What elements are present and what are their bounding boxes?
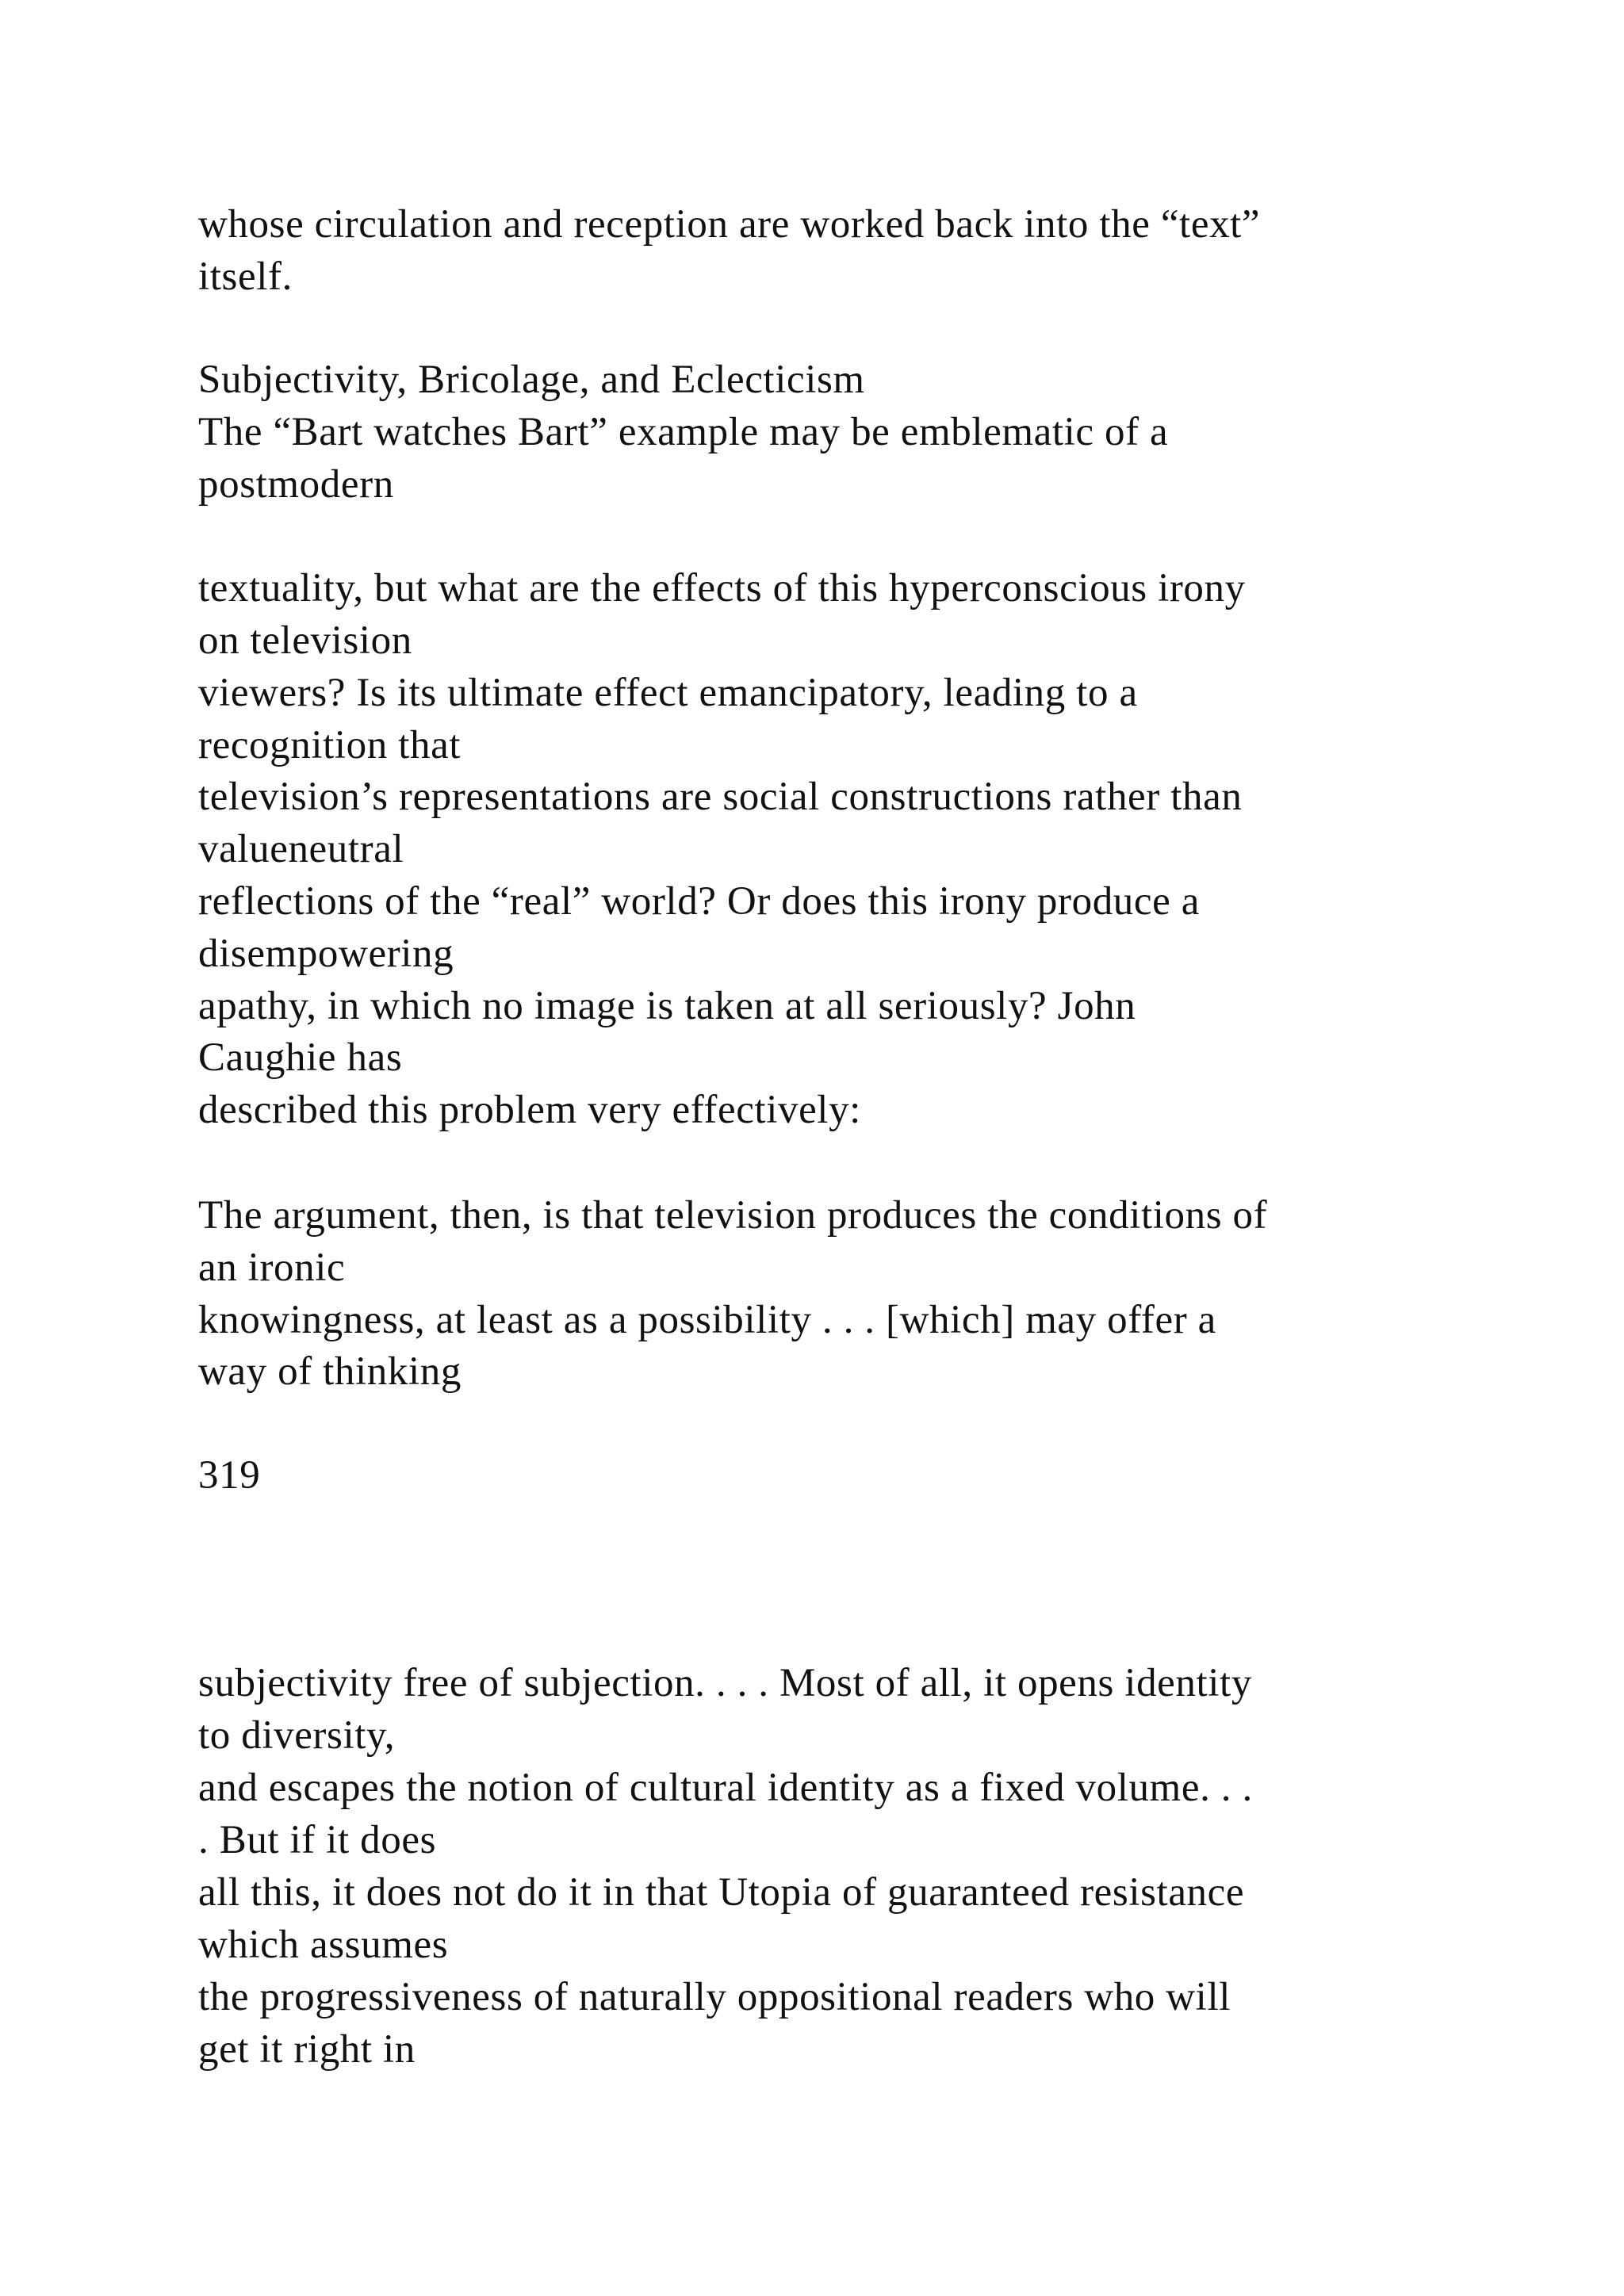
block-quote-line: an ironic [198,1246,346,1290]
block-quote-line: and escapes the notion of cultural identity as a fixed volume. . . [198,1766,1253,1810]
text-line: viewers? Is its ultimate effect emancipatory, leading to a [198,671,1138,715]
block-quote-line: get it right in [198,2027,416,2072]
text-line: disempowering [198,932,454,976]
text-line: whose circulation and reception are worked back into the “text” [198,202,1261,247]
text-line: described this problem very effectively: [198,1088,861,1132]
block-quote-line: to diversity, [198,1713,396,1758]
block-quote-line: the progressiveness of naturally oppositional readers who will [198,1975,1231,2019]
block-quote-line: knowingness, at least as a possibility . . . [which] may offer a [198,1298,1216,1342]
text-line: The “Bart watches Bart” example may be emblematic of a [198,410,1169,454]
block-quote-line: all this, it does not do it in that Utopia of guaranteed resistance [198,1870,1245,1915]
text-line: apathy, in which no image is taken at all seriously? John [198,984,1136,1028]
text-line: Caughie has [198,1035,403,1080]
text-line: valueneutral [198,827,404,871]
text-line: television’s representations are social constructions rather than [198,775,1243,819]
text-line: postmodern [198,462,394,507]
text-line: reflections of the “real” world? Or does this irony produce a [198,879,1200,924]
text-line: on television [198,618,412,663]
block-quote-line: The argument, then, is that television produces the conditions of [198,1193,1268,1238]
text-line: textuality, but what are the effects of this hyperconscious irony [198,566,1246,610]
block-quote-line: subjectivity free of subjection. . . . Most of all, it opens identity [198,1661,1252,1705]
text-line: itself. [198,254,293,299]
page-number: 319 [198,1453,261,1498]
text-line: recognition that [198,723,462,767]
block-quote-line: . But if it does [198,1818,437,1862]
block-quote-line: which assumes [198,1923,449,1967]
block-quote-line: way of thinking [198,1349,462,1394]
section-heading: Subjectivity, Bricolage, and Eclecticism [198,358,865,402]
